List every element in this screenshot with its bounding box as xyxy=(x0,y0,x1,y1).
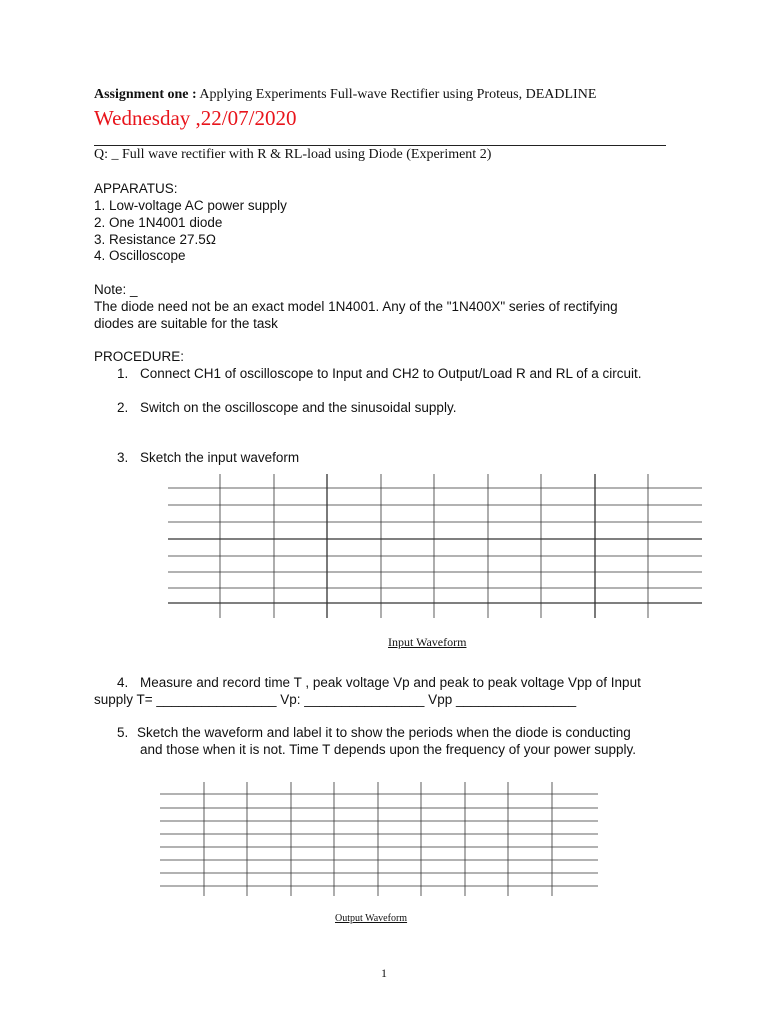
header-divider xyxy=(94,145,666,146)
page-number: 1 xyxy=(381,966,387,980)
note-line: diodes are suitable for the task xyxy=(94,316,278,331)
step-number: 3. xyxy=(117,450,129,465)
procedure-step-1: Connect CH1 of oscilloscope to Input and CH2 to Output/Load R and RL of a circuit. xyxy=(140,366,642,381)
step-number: 2. xyxy=(117,400,129,415)
assignment-text: Applying Experiments Full-wave Rectifier using Proteus, DEADLINE xyxy=(196,87,597,102)
note-line: The diode need not be an exact model 1N4001. Any of the "1N400X" series of rectifying xyxy=(94,299,618,314)
assignment-header xyxy=(94,87,596,103)
output-waveform-caption: Output Waveform xyxy=(335,913,408,924)
assignment-label: Assignment one : xyxy=(94,87,197,102)
procedure-step-5: Sketch the waveform and label it to show the periods when the diode is conducting xyxy=(137,725,631,740)
procedure-step-3: Sketch the input waveform xyxy=(140,450,300,465)
note-heading: Note: _ xyxy=(94,282,138,297)
question-text: Q: _ Full wave rectifier with R & RL-load using Diode (Experiment 2) xyxy=(94,147,492,162)
step-number: 4. xyxy=(117,675,129,690)
apparatus-item: 1. Low-voltage AC power supply xyxy=(94,198,287,213)
apparatus-item: 3. Resistance 27.5Ω xyxy=(94,232,216,247)
output-waveform-grid xyxy=(158,780,600,898)
step-number: 5. xyxy=(117,725,129,740)
deadline-date: Wednesday ,22/07/2020 xyxy=(94,106,297,130)
apparatus-item: 2. One 1N4001 diode xyxy=(94,215,223,230)
procedure-step-4: Measure and record time T , peak voltage Vp and peak to peak voltage Vpp of Input xyxy=(140,675,641,690)
apparatus-item: 4. Oscilloscope xyxy=(94,248,186,263)
step-number: 1. xyxy=(117,366,129,381)
procedure-step-5-cont: and those when it is not. Time T depends upon the frequency of your power supply. xyxy=(140,742,637,757)
input-waveform-caption: Input Waveform xyxy=(388,635,467,649)
procedure-heading: PROCEDURE: xyxy=(94,349,185,364)
apparatus-heading: APPARATUS: xyxy=(94,181,178,196)
measurement-fields: supply T= ________________ Vp: ________________ Vpp ________________ xyxy=(94,692,577,707)
procedure-step-2: Switch on the oscilloscope and the sinusoidal supply. xyxy=(140,400,457,415)
input-waveform-grid xyxy=(166,472,704,622)
